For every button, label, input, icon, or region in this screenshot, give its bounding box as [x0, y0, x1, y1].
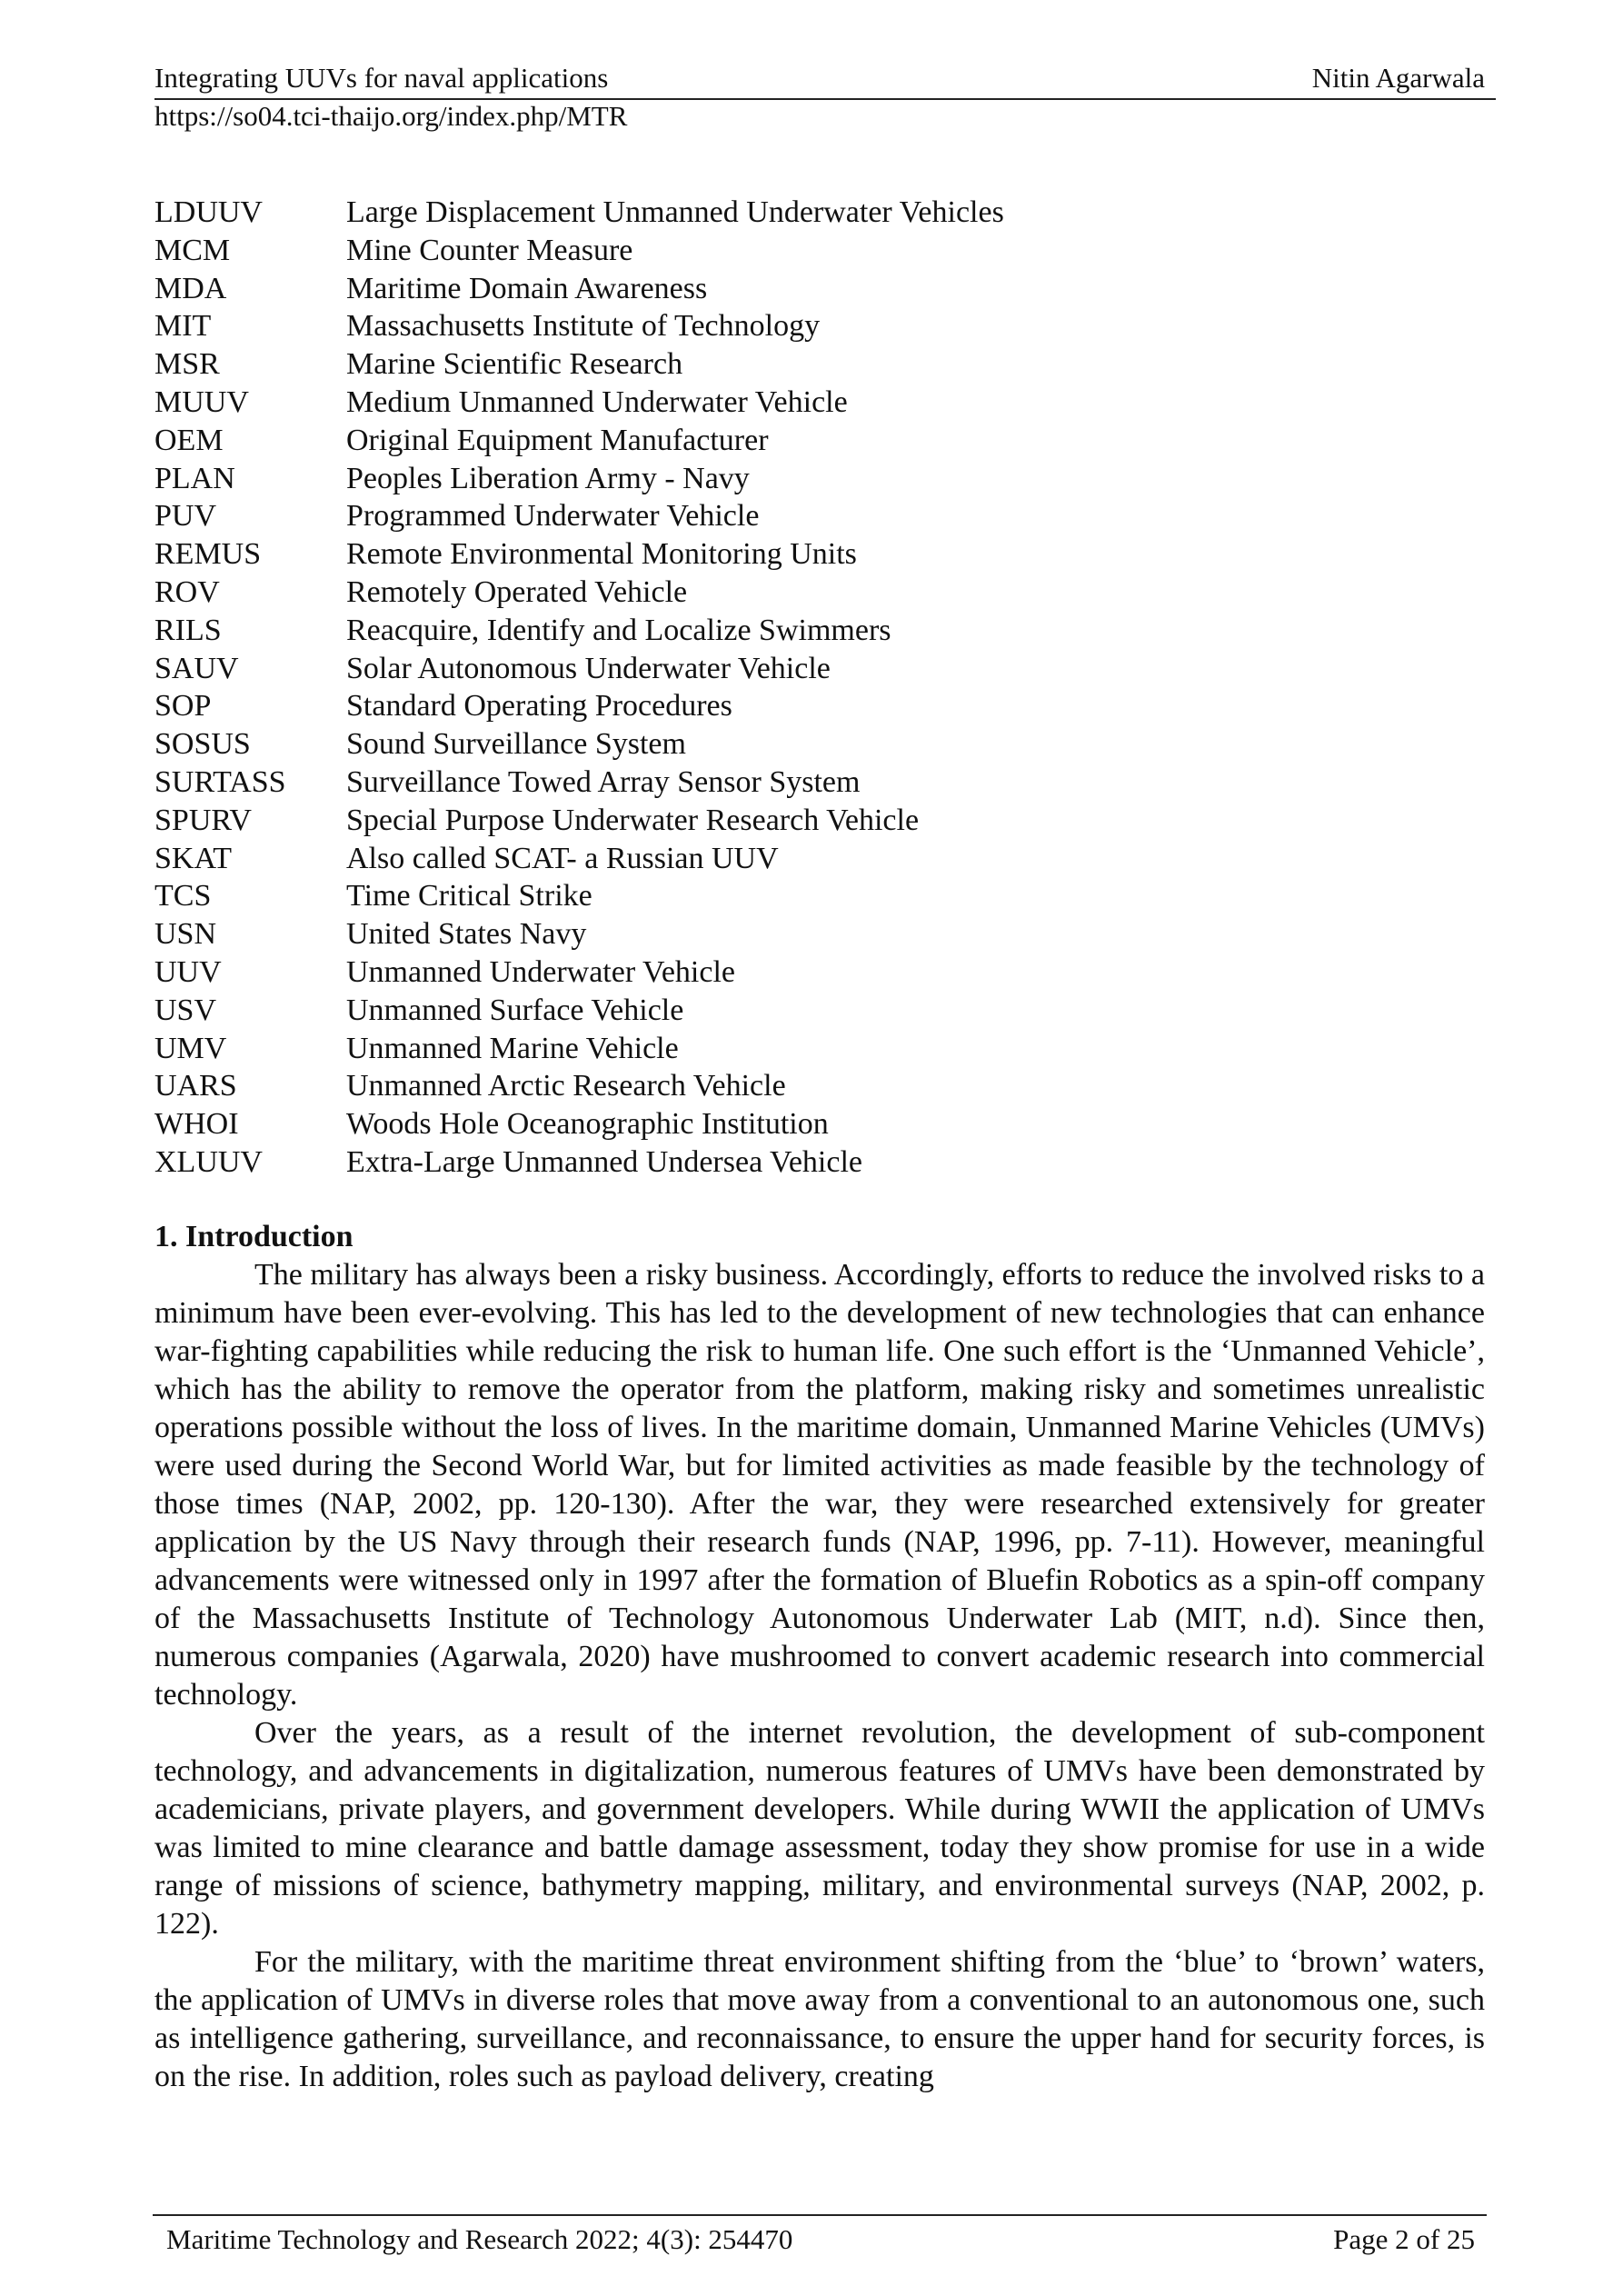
abbreviation-term: UMV	[154, 1031, 227, 1065]
abbreviation-row	[154, 1143, 1427, 1182]
abbreviation-row	[154, 307, 1427, 345]
abbreviation-row	[154, 612, 1427, 650]
page-number: Page 2 of 25	[1333, 2223, 1475, 2255]
abbreviation-row	[154, 460, 1427, 498]
abbreviation-term: UARS	[154, 1069, 237, 1103]
abbreviation-definition: Standard Operating Procedures	[346, 689, 732, 724]
abbreviation-term: SAUV	[154, 651, 239, 685]
footer-divider	[153, 2214, 1487, 2216]
running-header	[154, 60, 1496, 100]
abbreviation-row	[154, 270, 1427, 308]
author-name: Nitin Agarwala	[1311, 62, 1485, 94]
journal-citation: Maritime Technology and Research 2022; 4(3): 254470	[166, 2223, 793, 2255]
abbreviation-term: SPURV	[154, 803, 252, 837]
abbreviation-row	[154, 574, 1427, 612]
abbreviation-row	[154, 1105, 1427, 1143]
abbreviation-definition: Original Equipment Manufacturer	[346, 423, 769, 457]
abbreviation-row	[154, 915, 1427, 953]
abbreviation-row	[154, 232, 1427, 270]
abbreviation-term: USN	[154, 917, 217, 952]
abbreviation-definition: Mine Counter Measure	[346, 233, 633, 267]
abbreviation-term: ROV	[154, 574, 220, 609]
abbreviation-term: MUUV	[154, 384, 249, 419]
abbreviation-definition: Peoples Liberation Army - Navy	[346, 461, 750, 495]
abbreviation-definition: Also called SCAT- a Russian UUV	[346, 841, 779, 875]
paragraph: The military has always been a risky business. Accordingly, efforts to reduce the involved risks to a minimum have been ever-evolving. This has led to the development of new technologies that can enhance war-fighting capabilities while reducing the risk to human life. One such effort is the ‘Unmanned Vehicle’, which has the ability to remove the operator from the platform, making risky and sometimes unrealistic operations possible without the loss of lives. In the maritime domain, Unmanned Marine Vehicles (UMVs) were used during the Second World War, but for limited activities as made feasible by the technology of those times (NAP, 2002, pp. 120-130). After the war, they were researched extensively for greater application by the US Navy through their research funds (NAP, 1996, pp. 7-11). However, meaningful advancements were witnessed only in 1997 after the formation of Bluefin Robotics as a spin-off company of the Massachusetts Institute of Technology Autonomous Underwater Lab (MIT, n.d). Since then, numerous companies (Agarwala, 2020) have mushroomed to convert academic research into commercial technology.	[154, 1258, 1485, 1712]
abbreviation-definition: Massachusetts Institute of Technology	[346, 309, 821, 344]
abbreviation-term: PLAN	[154, 461, 235, 495]
abbreviation-term: MSR	[154, 347, 220, 382]
abbreviation-term: WHOI	[154, 1107, 239, 1142]
abbreviation-definition: Sound Surveillance System	[346, 727, 686, 762]
abbreviation-row	[154, 422, 1427, 460]
abbreviation-definition: Solar Autonomous Underwater Vehicle	[346, 651, 831, 685]
abbreviation-row	[154, 725, 1427, 764]
abbreviation-term: SOP	[154, 689, 212, 724]
abbreviation-term: LDUUV	[154, 195, 263, 229]
paragraph: Over the years, as a result of the internet revolution, the development of sub-component technology, and advancements in digitalization, numerous features of UMVs have been demonstrated by academicians, private players, and government developers. While during WWII the application of UMVs was limited to mine clearance and battle damage assessment, today they show promise for use in a wide range of missions of science, bathymetry mapping, military, and environmental surveys (NAP, 2002, p. 122).	[154, 1716, 1485, 1941]
abbreviation-row	[154, 650, 1427, 688]
abbreviation-definition: Large Displacement Unmanned Underwater Vehicles	[346, 195, 1004, 229]
abbreviation-row	[154, 497, 1427, 535]
abbreviation-row	[154, 764, 1427, 802]
abbreviation-term: MDA	[154, 271, 227, 305]
section-heading: 1. Introduction	[154, 1220, 353, 1253]
abbreviation-term: SKAT	[154, 841, 233, 875]
abbreviation-row	[154, 535, 1427, 574]
abbreviation-row	[154, 802, 1427, 840]
abbreviation-row	[154, 1067, 1427, 1105]
abbreviation-list	[154, 194, 1427, 1182]
abbreviation-term: USV	[154, 993, 217, 1027]
abbreviation-row	[154, 840, 1427, 878]
abbreviation-term: SOSUS	[154, 727, 251, 762]
abbreviation-term: MIT	[154, 309, 212, 344]
abbreviation-definition: Marine Scientific Research	[346, 347, 683, 382]
paragraph: For the military, with the maritime threat environment shifting from the ‘blue’ to ‘brown’ waters, the application of UMVs in diverse roles that move away from a conventional to an autonomous one, such as intelligence gathering, surveillance, and reconnaissance, to ensure the upper hand for security forces, is on the rise. In addition, roles such as payload delivery, creating	[154, 1945, 1485, 2093]
running-title: Integrating UUVs for naval applications	[154, 62, 609, 94]
abbreviation-term: UUV	[154, 954, 222, 989]
abbreviation-term: RILS	[154, 613, 222, 647]
abbreviation-definition: Extra-Large Unmanned Undersea Vehicle	[346, 1144, 863, 1179]
abbreviation-term: REMUS	[154, 537, 262, 572]
abbreviation-row	[154, 687, 1427, 725]
abbreviation-definition: Remote Environmental Monitoring Units	[346, 537, 857, 572]
abbreviation-row	[154, 1030, 1427, 1068]
abbreviation-definition: Unmanned Arctic Research Vehicle	[346, 1069, 786, 1103]
abbreviation-definition: Unmanned Surface Vehicle	[346, 993, 684, 1027]
abbreviation-row	[154, 384, 1427, 422]
abbreviation-term: XLUUV	[154, 1144, 263, 1179]
abbreviation-definition: Surveillance Towed Array Sensor System	[346, 764, 861, 799]
abbreviation-row	[154, 992, 1427, 1030]
abbreviation-term: SURTASS	[154, 764, 286, 799]
abbreviation-definition: United States Navy	[346, 917, 587, 952]
abbreviation-definition: Programmed Underwater Vehicle	[346, 499, 760, 534]
abbreviation-definition: Woods Hole Oceanographic Institution	[346, 1107, 829, 1142]
abbreviation-term: OEM	[154, 423, 224, 457]
abbreviation-definition: Unmanned Marine Vehicle	[346, 1031, 679, 1065]
abbreviation-definition: Unmanned Underwater Vehicle	[346, 954, 735, 989]
abbreviation-row	[154, 194, 1427, 232]
journal-url[interactable]: https://so04.tci-thaijo.org/index.php/MTR	[154, 100, 628, 132]
abbreviation-row	[154, 953, 1427, 992]
abbreviation-definition: Special Purpose Underwater Research Vehicle	[346, 803, 920, 837]
abbreviation-term: MCM	[154, 233, 231, 267]
section-body	[154, 1256, 1485, 2096]
abbreviation-term: PUV	[154, 499, 217, 534]
abbreviation-definition: Reacquire, Identify and Localize Swimmers	[346, 613, 891, 647]
abbreviation-definition: Remotely Operated Vehicle	[346, 574, 688, 609]
abbreviation-definition: Maritime Domain Awareness	[346, 271, 708, 305]
abbreviation-term: TCS	[154, 879, 212, 913]
abbreviation-row	[154, 877, 1427, 915]
abbreviation-definition: Time Critical Strike	[346, 879, 592, 913]
abbreviation-definition: Medium Unmanned Underwater Vehicle	[346, 384, 848, 419]
abbreviation-row	[154, 345, 1427, 384]
